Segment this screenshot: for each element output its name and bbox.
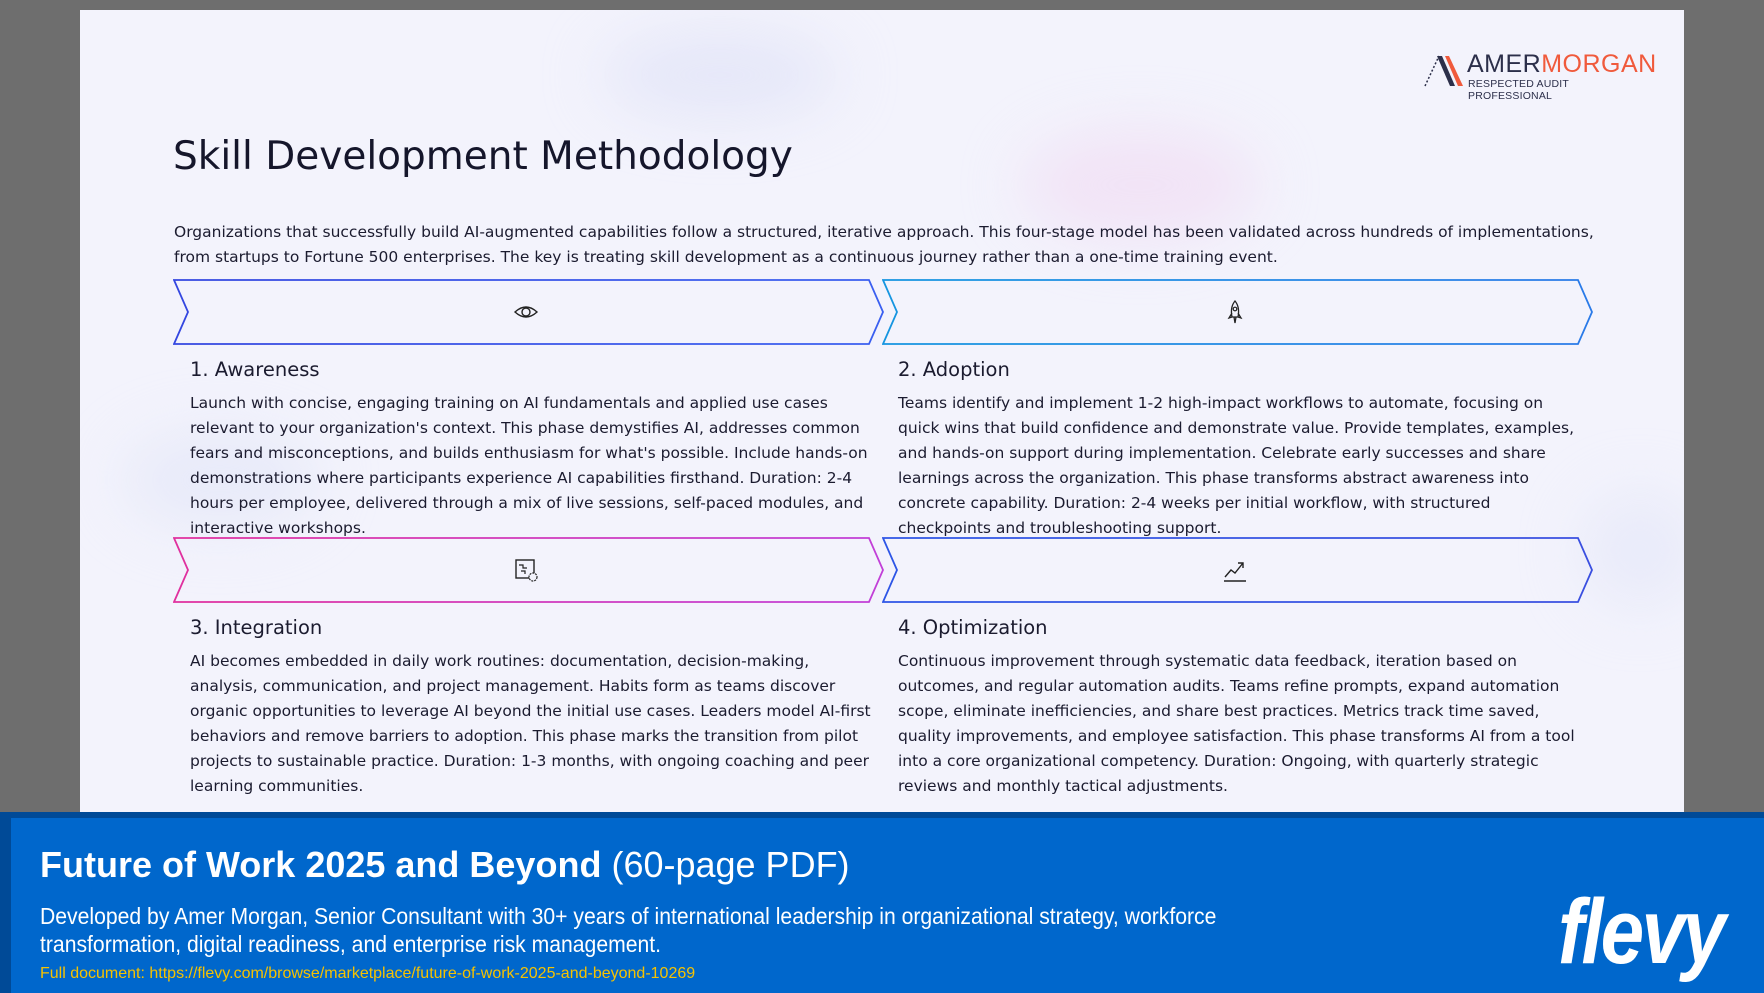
trend-up-icon — [1222, 557, 1248, 583]
intro-paragraph: Organizations that successfully build AI-augmented capabilities follow a structured, iterative approach. This four-stage model has been validated across hundreds of implementations, from startups to Fortune 500 enterprises. The key is treating skill development as a continuous journey rather than a one-time training event. — [174, 223, 1594, 266]
logo-name-1: AMER — [1467, 50, 1542, 78]
phase-body: AI becomes embedded in daily work routines: documentation, decision-making, analysis, communication, and project management. Habits form as teams discover organic opportunities to leverage AI beyond the initial use cases. Leaders model AI-first behaviors and remove barriers to adoption. This phase marks the transition from pilot projects to sustainable practice. Duration: 1-3 months, with ongoing coaching and peer learning communities. — [190, 652, 871, 795]
chevron-optimization — [882, 537, 1592, 603]
phase-body: Continuous improvement through systematic data feedback, iteration based on outcomes, and regular automation audits. Teams refine prompts, expand automation scope, eliminate inefficiencies, and share best practices. Metrics track time saved, quality improvements, and employee satisfaction. This phase transforms AI from a tool into a core organizational competency. Duration: Ongoing, with quarterly strategic reviews and monthly tactical adjustments. — [898, 652, 1575, 795]
phase-heading: 3. Integration — [190, 616, 323, 639]
promo-banner — [0, 812, 1764, 993]
banner-title-main: Future of Work 2025 and Beyond — [40, 844, 602, 885]
phase-integration — [190, 616, 880, 799]
logo-tagline: RESPECTED AUDIT PROFESSIONAL — [1468, 78, 1569, 102]
phase-optimization — [898, 616, 1588, 799]
puzzle-icon — [513, 557, 539, 583]
eye-icon — [513, 299, 539, 325]
banner-title — [40, 844, 850, 886]
phase-body: Launch with concise, engaging training on AI fundamentals and applied use cases relevant to your organization's context. This phase demystifies AI, addresses common fears and misconceptions, and builds enthusiasm for what's possible. Include hands-on demonstrations where participants experience AI capabilities firsthand. Duration: 2-4 hours per employee, delivered through a mix of live sessions, self-paced modules, and interactive workshops. — [190, 394, 868, 537]
phase-awareness — [190, 358, 880, 541]
chevron-integration — [173, 537, 883, 603]
phase-body: Teams identify and implement 1-2 high-impact workflows to automate, focusing on quick wins that build confidence and demonstrate value. Provide templates, examples, and hands-on support during implementation. Celebrate early successes and share learnings across the organization. This phase transforms abstract awareness into concrete capability. Duration: 2-4 weeks per initial workflow, with structured checkpoints and troubleshooting support. — [898, 394, 1575, 537]
chevron-awareness — [173, 279, 883, 345]
banner-description: Developed by Amer Morgan, Senior Consultant with 30+ years of international leadership in organizational strategy, workforce transformation, digital readiness, and enterprise risk management. — [40, 903, 1217, 957]
logo-name-2: MORGAN — [1541, 50, 1657, 78]
page-title: Skill Development Methodology — [173, 134, 793, 179]
banner-title-suffix: (60-page PDF) — [611, 844, 850, 885]
flevy-logo: flevy — [1558, 881, 1724, 983]
amer-morgan-logo — [1423, 50, 1657, 102]
phase-heading: 4. Optimization — [898, 616, 1048, 639]
rocket-icon — [1222, 299, 1248, 325]
phase-adoption — [898, 358, 1588, 541]
chevron-adoption — [882, 279, 1592, 345]
phase-heading: 1. Awareness — [190, 358, 320, 381]
slide — [80, 10, 1684, 820]
document-link[interactable]: Full document: https://flevy.com/browse/marketplace/future-of-work-2025-and-beyond-10269 — [40, 965, 696, 982]
phase-heading: 2. Adoption — [898, 358, 1010, 381]
logo-mark-icon — [1423, 52, 1465, 88]
